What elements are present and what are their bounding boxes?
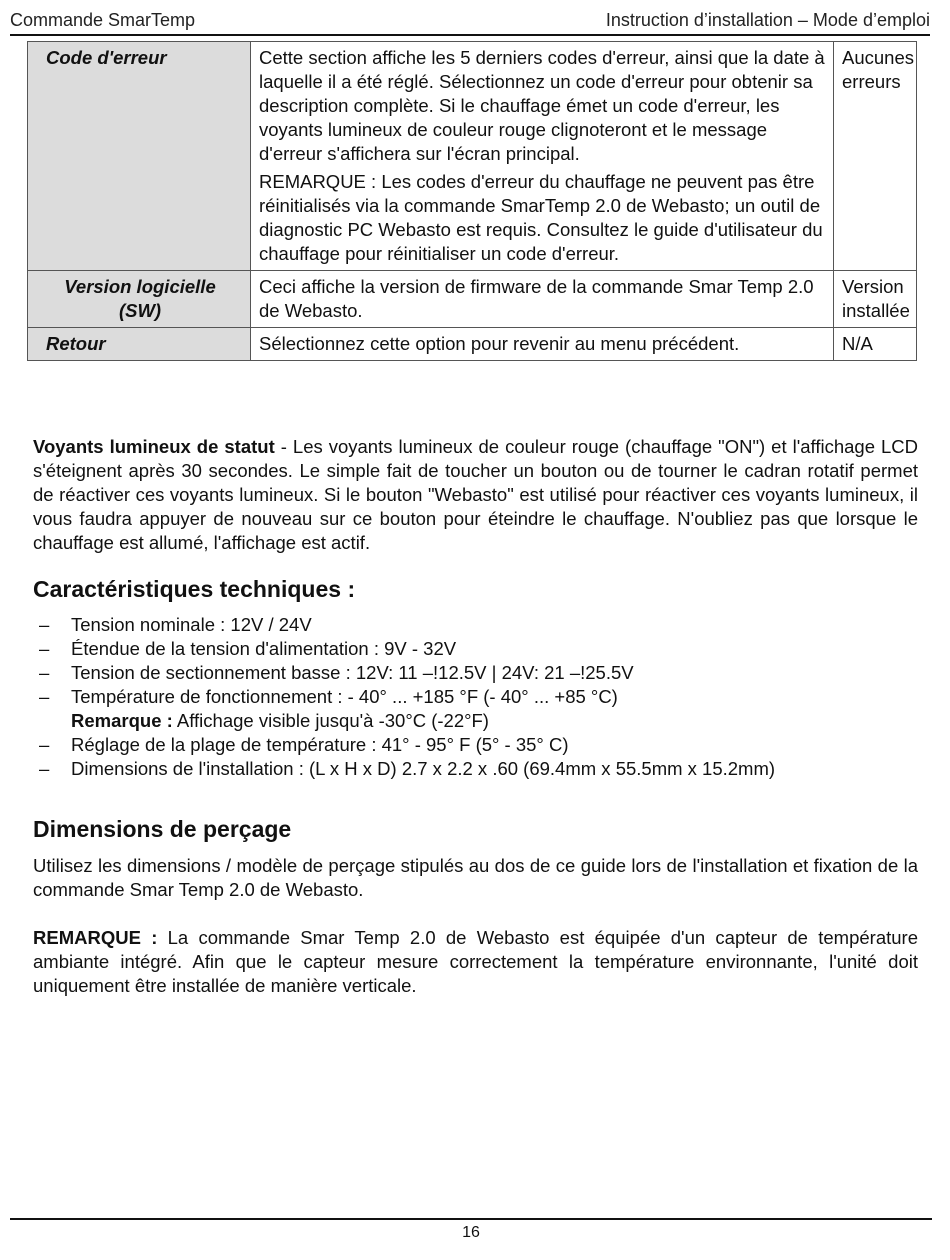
list-item	[33, 637, 918, 661]
dash-bullet: –	[39, 638, 50, 659]
spec-text: Étendue de la tension d'alimentation : 9V - 32V	[71, 638, 457, 659]
table-row	[28, 271, 917, 328]
table-row	[28, 42, 917, 271]
page-number: 16	[462, 1224, 480, 1241]
setting-name	[28, 271, 251, 328]
specs-list	[33, 613, 918, 781]
dash-bullet: –	[39, 734, 50, 755]
setting-name: Retour	[28, 328, 251, 361]
spec-text: Réglage de la plage de température : 41° - 95° F (5° - 35° C)	[71, 734, 569, 755]
spec-text: Dimensions de l'installation : (L x H x D) 2.7 x 2.2 x .60 (69.4mm x 55.5mm x 15.2mm)	[71, 758, 776, 779]
dash-bullet: –	[39, 662, 50, 683]
drilling-paragraph	[33, 854, 918, 902]
status-lights-title: Voyants lumineux de statut	[33, 436, 275, 457]
specs-heading: Caractéristiques techniques :	[33, 576, 356, 602]
dash-bullet: –	[39, 758, 50, 779]
description-note: REMARQUE : Les codes d'erreur du chauffage ne peuvent pas être réinitialisés via la commande SmarTemp 2.0 de Webasto; un outil de diagnostic PC Webasto est requis. Consultez le guide d'utilisateur du chauffage pour réinitialiser un code d'erreur.	[259, 171, 823, 264]
page-header	[10, 8, 930, 36]
spec-note-text: Affichage visible jusqu'à -30°C (-22°F)	[172, 710, 489, 731]
drilling-note-paragraph	[33, 926, 918, 998]
status-lights-paragraph	[33, 435, 918, 555]
header-document-title: Instruction d’installation – Mode d’emploi	[605, 10, 930, 30]
drilling-heading: Dimensions de perçage	[33, 816, 292, 842]
setting-default: Aucunes erreurs	[834, 42, 917, 271]
spec-text: Température de fonctionnement : - 40° ... +185 °F (- 40° ... +85 °C)	[71, 686, 618, 707]
drilling-note-text: La commande Smar Temp 2.0 de Webasto est équipée d'un capteur de température ambiante intégré. Afin que le capteur mesure correctement la température environnante, l'unité doit uniquement être installée de manière verticale.	[33, 927, 918, 996]
list-item	[33, 685, 918, 709]
setting-default: N/A	[834, 328, 917, 361]
description-paragraph: Sélectionnez cette option pour revenir au menu précédent.	[259, 333, 740, 354]
settings-table	[27, 41, 917, 361]
list-item	[33, 613, 918, 637]
setting-description	[251, 42, 834, 271]
list-item	[33, 757, 918, 781]
description-paragraph: Ceci affiche la version de firmware de la commande Smar Temp 2.0 de Webasto.	[259, 276, 814, 321]
header-product-name: Commande SmarTemp	[10, 10, 196, 30]
status-lights-text: - Les voyants lumineux de couleur rouge (chauffage "ON") et l'affichage LCD s'éteignent après 30 secondes. Le simple fait de toucher un bouton ou de tourner le cadran rotatif permet de réactiver ces voyants lumineux. Si le bouton "Webasto" est utilisé pour réactiver ces voyants lumineux, il vous faudra appuyer de nouveau sur ce bouton pour éteindre le chauffage. N'oubliez pas que lorsque le chauffage est allumé, l'affichage est actif.	[33, 436, 918, 553]
setting-description	[251, 271, 834, 328]
drilling-text: Utilisez les dimensions / modèle de perçage stipulés au dos de ce guide lors de l'installation et fixation de la commande Smar Temp 2.0 de Webasto.	[33, 855, 918, 900]
setting-name-line2: (SW)	[118, 300, 162, 321]
setting-description	[251, 328, 834, 361]
spec-text: Tension de sectionnement basse : 12V: 11 –!12.5V | 24V: 21 –!25.5V	[71, 662, 634, 683]
page-footer	[10, 1218, 932, 1242]
setting-name-line1: Version logicielle	[64, 276, 216, 297]
dash-bullet: –	[39, 686, 50, 707]
spec-text: Tension nominale : 12V / 24V	[71, 614, 312, 635]
dash-bullet: –	[39, 614, 50, 635]
spec-note	[33, 709, 918, 733]
setting-default: Version installée	[834, 271, 917, 328]
description-paragraph: Cette section affiche les 5 derniers codes d'erreur, ainsi que la date à laquelle il a été réglé. Sélectionnez un code d'erreur pour obtenir sa description complète. Si le chauffage émet un code d'erreur, les voyants lumineux de couleur rouge clignoteront et le message d'erreur s'affichera sur l'écran principal.	[259, 47, 825, 164]
list-item	[33, 733, 918, 757]
spec-note-label: Remarque :	[71, 710, 173, 731]
drilling-note-label: REMARQUE :	[33, 927, 158, 948]
list-item	[33, 661, 918, 685]
table-row	[28, 328, 917, 361]
setting-name: Code d'erreur	[28, 42, 251, 271]
